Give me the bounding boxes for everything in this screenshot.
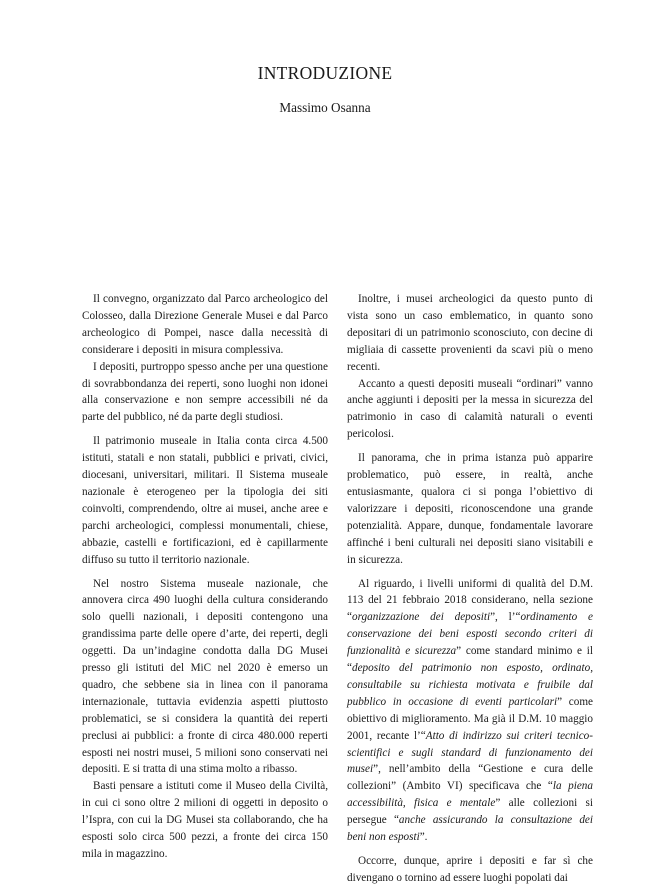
text-run: ” alle collezioni si persegue “ xyxy=(347,797,593,827)
paragraph: Accanto a questi depositi museali “ordinari” vanno anche aggiunti i depositi per la messa in sicurezza del patrimonio in caso di calamità naturali o eventi pericolosi. xyxy=(347,377,593,441)
page-title: INTRODUZIONE xyxy=(257,63,393,83)
italic-quote: deposito del patrimonio non esposto, ordinato, consultabile su richiesta motivata e fruibile dal pubblico in occasione di eventi particolari xyxy=(347,662,593,708)
paragraph-legislation xyxy=(347,576,593,847)
italic-quote: la piena accessibilità, fisica e mentale xyxy=(347,780,593,810)
text-run: ”, l’“ xyxy=(490,611,521,624)
text-run: ”, nell’ambito della “Gestione e cura delle collezioni” (Ambito VI) specificava che “ xyxy=(347,763,593,793)
paragraph: Il panorama, che in prima istanza può apparire problematico, può essere, in realtà, anche entusiasmante, qualora ci si ponga l’obiettivo di valorizzare i depositi, riconoscendone una grande potenzialità. Appare, dunque, fondamentale lavorare affinché i beni culturali nei depositi siano visitabili e in sicurezza. xyxy=(347,452,593,566)
paragraph: Il convegno, organizzato dal Parco archeologico del Colosseo, dalla Direzione Generale Musei e dal Parco archeologico di Pompei, nasce dalla necessità di considerare i depositi in misura complessiva. xyxy=(82,293,328,356)
paragraph: Nel nostro Sistema museale nazionale, che annovera circa 490 luoghi della cultura considerando solo quelli nazionali, i depositi contengono una grandissima parte delle opere d’arte, dei reperti, degli oggetti. Da un’indagine condotta dalla DG Musei presso gli istituti del MiC nel 2020 è emerso un quadro, che sebbene sia in linea con il panorama internazionale, tuttavia evidenzia aspetti piuttosto problematici, se si considera la quantità dei reperti preclusi ai pubblici: a fronte di circa 480.000 reperti esposti nei nostri musei, 5 milioni sono conservati nei depositi. E si tratta di una stima molto a ribasso. xyxy=(82,577,328,776)
text-run: Al riguardo, i livelli uniformi di qualità del D.M. 113 del 21 febbraio 2018 considerano, nella sezione “ xyxy=(347,577,593,624)
paragraph: Inoltre, i musei archeologici da questo punto di vista sono un caso emblematico, in quanto sono depositari di un patrimonio sconosciuto, con decine di migliaia di cassette provenienti da scavi più o meno recenti. xyxy=(347,293,593,373)
italic-quote: organizzazione dei depositi xyxy=(351,611,491,624)
paragraph: Basti pensare a istituti come il Museo della Civiltà, in cui ci sono oltre 2 milioni di oggetti in deposito o l’Ispra, con cui la DG Musei sta collaborando, che ha esposti solo circa 500 pezzi, a fronte dei circa 150 mila in magazzino. xyxy=(82,780,328,860)
paragraph: I depositi, purtroppo spesso anche per una questione di sovrabbondanza dei reperti, sono luoghi non idonei alla conservazione e non sempre accessibili né da parte del pubblico, né da parte degli studiosi. xyxy=(82,360,328,424)
author-name: Massimo Osanna xyxy=(279,100,371,115)
text-run: ” come standard minimo e il “ xyxy=(347,645,593,675)
italic-quote: Atto di indirizzo sui criteri tecnico-scientifici e sugli standard di funzionamento dei musei xyxy=(347,729,594,776)
left-column xyxy=(82,291,328,863)
italic-quote: ordinamento e conservazione dei beni esposti secondo criteri di funzionalità e sicurezza xyxy=(347,611,594,658)
paragraph: Il patrimonio museale in Italia conta circa 4.500 istituti, statali e non statali, pubblici e privati, civici, diocesani, universitari, militari. Il Sistema museale nazionale è eterogeneo per la tipologia dei siti coinvolti, comprendendo, oltre ai musei, anche aree e parchi archeologici, complessi monumentali, chiese, abbazie, castelli e fortificazioni, ed è capillarmente diffuso su tutto il territorio nazionale. xyxy=(82,435,328,566)
text-run: ”. xyxy=(419,831,428,844)
italic-quote: anche assicurando la consultazione dei beni non esposti xyxy=(347,814,593,844)
right-column xyxy=(347,291,593,887)
paragraph: Occorre, dunque, aprire i depositi e far sì che divengano o tornino ad essere luoghi popolati dai xyxy=(347,855,593,884)
text-run: ” come obiettivo di miglioramento. Ma già il D.M. 10 maggio 2001, recante l’“ xyxy=(347,695,593,742)
